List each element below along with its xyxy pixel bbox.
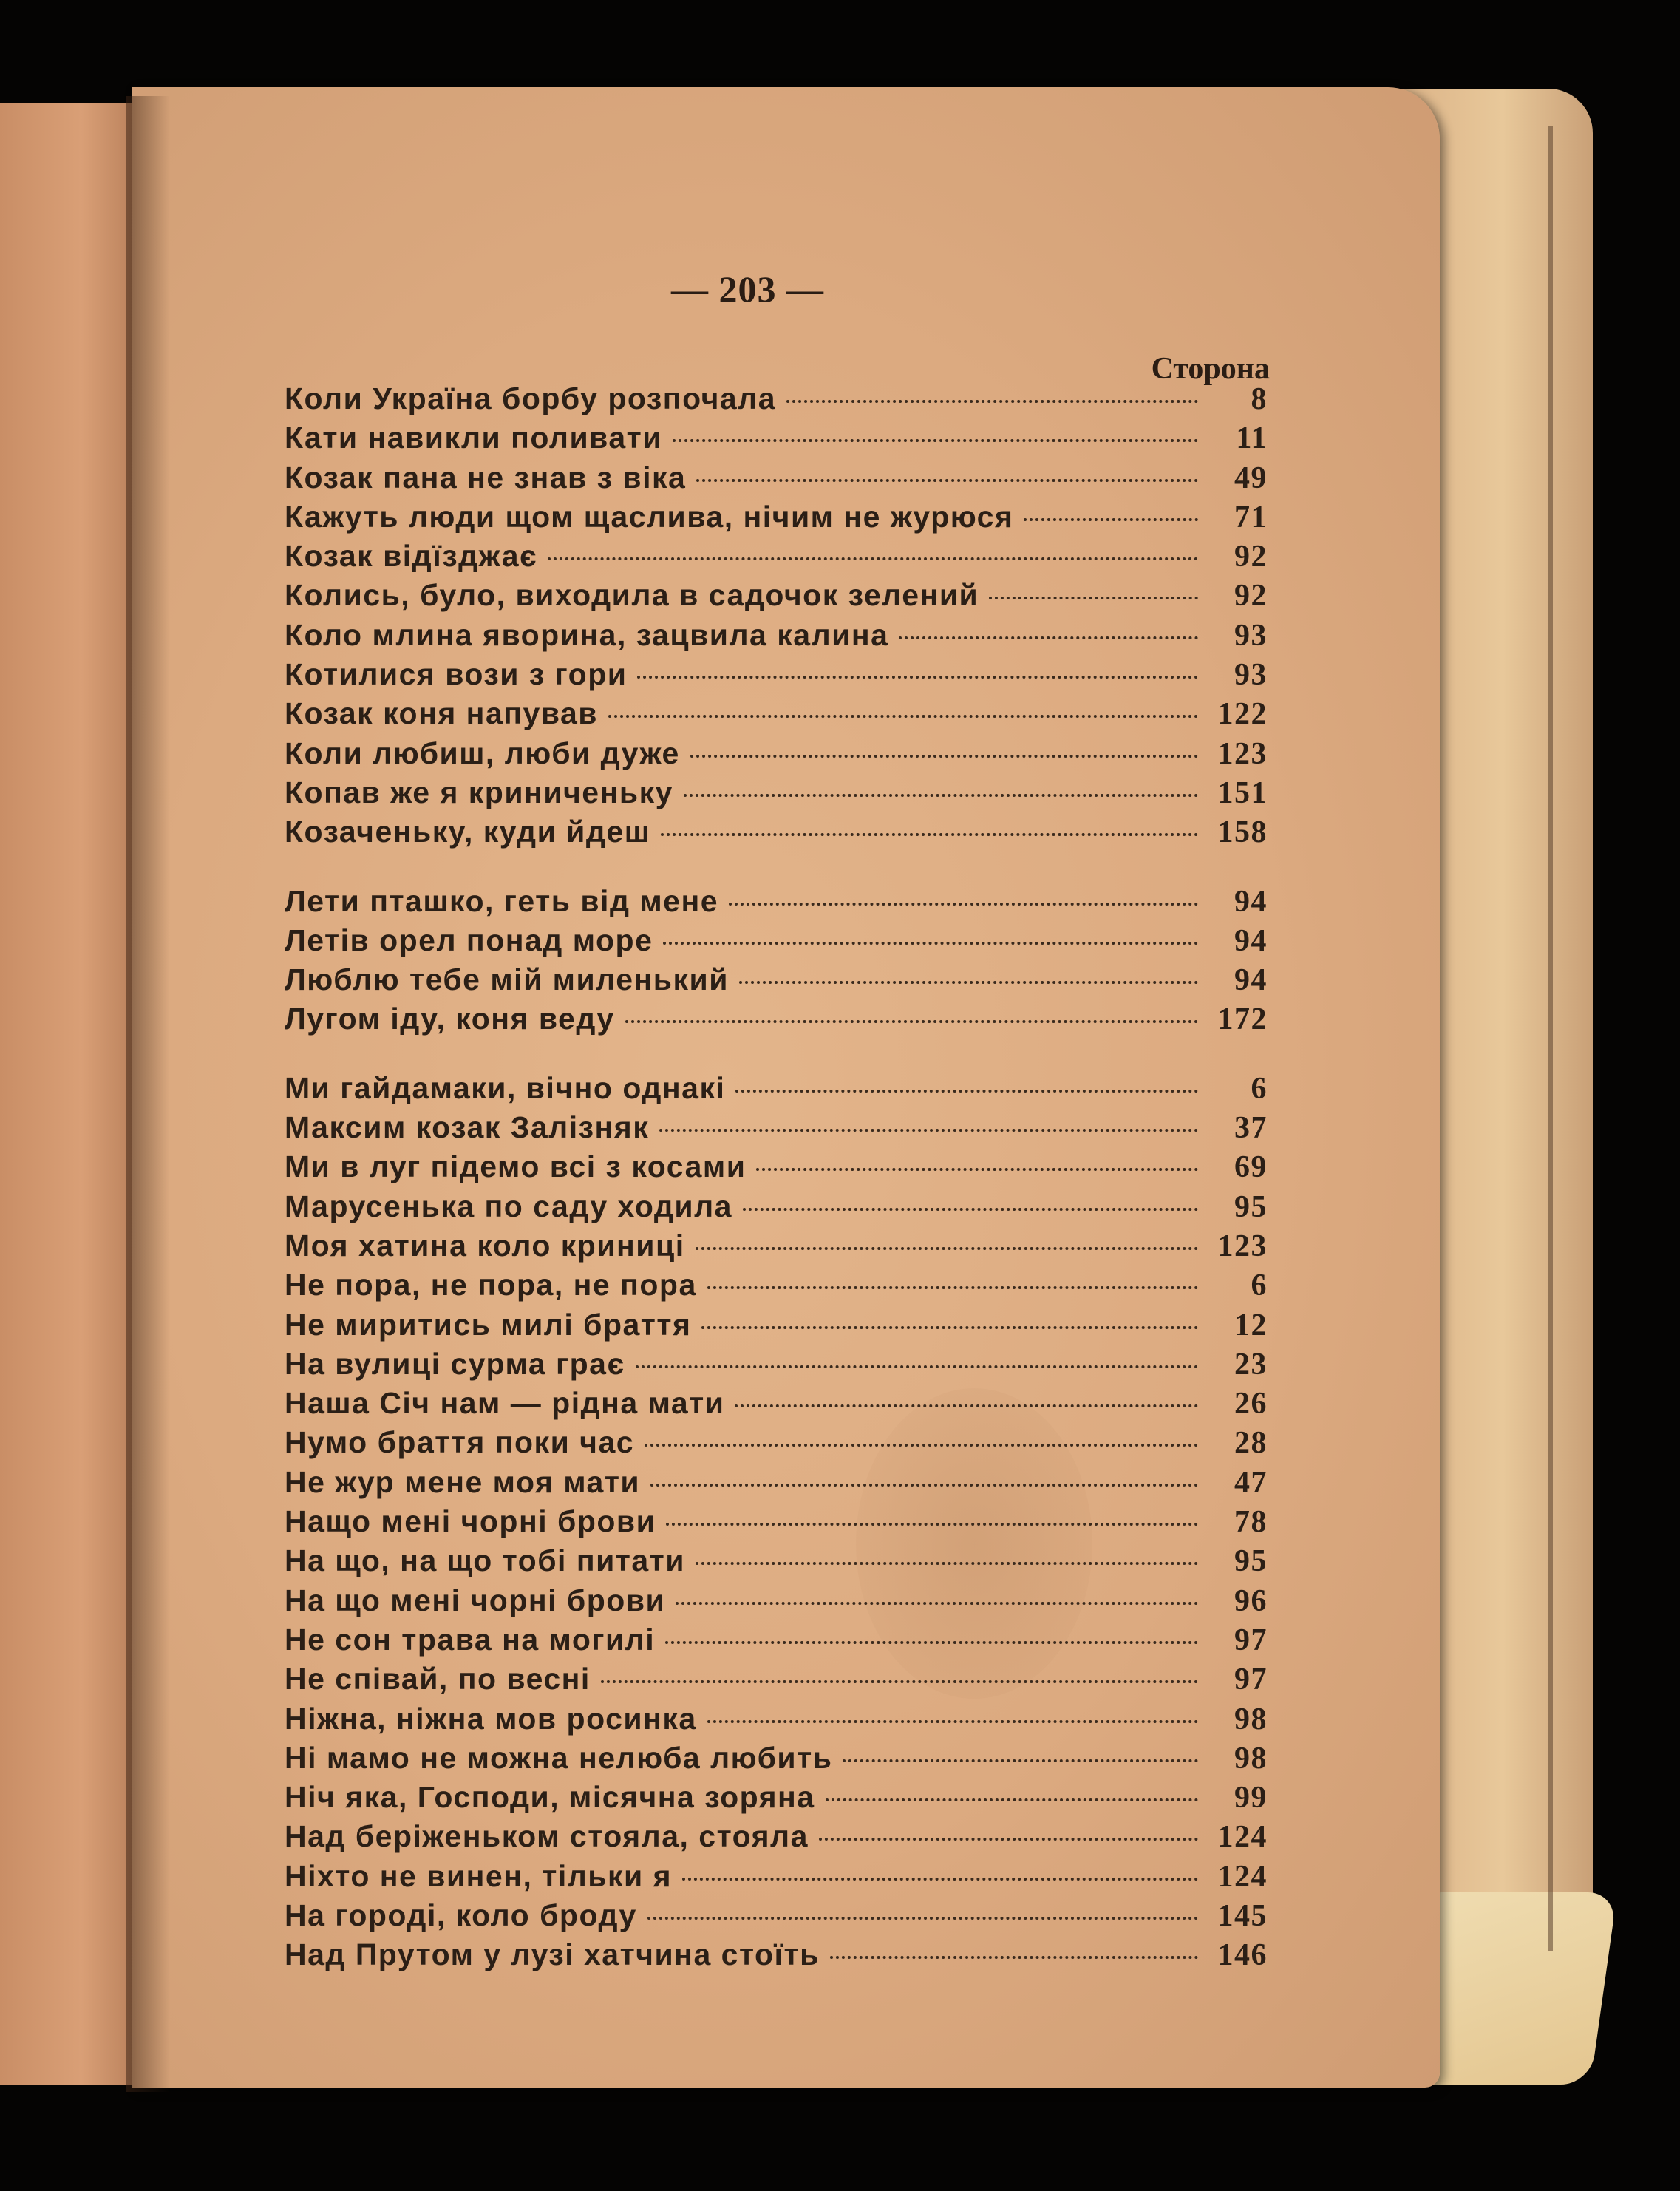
toc-entry-page: 146 xyxy=(1217,1938,1268,1973)
dot-leader xyxy=(645,1444,1198,1447)
dot-leader xyxy=(735,1090,1198,1093)
toc-entry-page: 6 xyxy=(1251,1268,1268,1303)
dot-leader xyxy=(673,439,1198,442)
dot-leader xyxy=(830,1956,1198,1959)
toc-entry xyxy=(285,1425,1268,1464)
toc-entry xyxy=(285,461,1268,500)
toc-entry-title: Нумо браття поки час xyxy=(285,1425,635,1460)
dot-leader xyxy=(682,1878,1198,1881)
toc-entry xyxy=(285,736,1268,775)
toc-entry xyxy=(285,539,1268,578)
toc-entry-page: 123 xyxy=(1217,1229,1268,1263)
toc-entry xyxy=(285,1662,1268,1701)
toc-entry xyxy=(285,815,1268,854)
dot-leader xyxy=(826,1798,1198,1801)
dot-leader xyxy=(601,1680,1198,1683)
toc-entry xyxy=(285,1741,1268,1780)
toc-entry xyxy=(285,1504,1268,1543)
toc-entry xyxy=(285,1268,1268,1307)
toc-entry-page: 122 xyxy=(1217,697,1268,732)
toc-entry-title: Лети пташко, геть від мене xyxy=(285,883,719,918)
toc-entry-page: 95 xyxy=(1234,1544,1268,1579)
toc-entry-title: Копав же я криниченьку xyxy=(285,775,673,809)
toc-entry-title: Колись, було, виходила в садочок зелений xyxy=(285,578,979,613)
toc-entry-page: 92 xyxy=(1234,579,1268,614)
toc-entry xyxy=(285,1189,1268,1229)
dot-leader xyxy=(684,794,1198,797)
dot-leader xyxy=(735,1404,1198,1407)
toc-entry-page: 23 xyxy=(1234,1347,1268,1382)
toc-entry-title: Нащо мені чорні брови xyxy=(285,1504,656,1539)
dot-leader xyxy=(661,833,1198,836)
dot-leader xyxy=(636,1365,1198,1368)
dot-leader xyxy=(663,942,1198,945)
toc-entry-title: Котилися вози з гори xyxy=(285,657,628,692)
toc-entry xyxy=(285,1465,1268,1504)
dot-leader xyxy=(707,1286,1198,1289)
toc-entry-page: 95 xyxy=(1234,1189,1268,1224)
toc-entry xyxy=(285,1149,1268,1189)
toc-entry-page: 94 xyxy=(1234,884,1268,919)
toc-entry-title: Лугом іду, коня веду xyxy=(285,1002,615,1036)
toc-entry xyxy=(285,1819,1268,1858)
dot-leader xyxy=(650,1484,1198,1487)
page-number: — 203 — xyxy=(671,268,824,310)
toc-entry xyxy=(285,1898,1268,1937)
toc-entry xyxy=(285,962,1268,1002)
toc-entry-page: 98 xyxy=(1234,1741,1268,1776)
toc-entry xyxy=(285,1347,1268,1386)
dot-leader xyxy=(690,755,1198,758)
toc-group xyxy=(285,381,1268,855)
toc-entry-page: 93 xyxy=(1234,618,1268,653)
page-column-heading: Сторона xyxy=(1151,352,1270,386)
toc-entry-title: Не миритись милі браття xyxy=(285,1307,692,1342)
dot-leader xyxy=(786,400,1198,403)
toc-entry-page: 96 xyxy=(1234,1583,1268,1618)
toc-entry-title: Ми в луг підемо всі з косами xyxy=(285,1149,747,1184)
folded-page-corner xyxy=(1413,1892,1618,2085)
toc-entry-title: Кажуть люди щом щаслива, нічим не журюся xyxy=(285,499,1014,534)
toc-entry-page: 6 xyxy=(1251,1071,1268,1106)
dot-leader xyxy=(843,1759,1198,1762)
toc-entry-page: 28 xyxy=(1234,1426,1268,1461)
toc-entry xyxy=(285,500,1268,539)
toc-entry-page: 37 xyxy=(1234,1111,1268,1146)
toc-entry-page: 8 xyxy=(1251,382,1268,416)
toc-entry-page: 78 xyxy=(1234,1505,1268,1540)
toc-entry-title: На вулиці сурма грає xyxy=(285,1346,625,1381)
spine-shadow xyxy=(126,96,170,2092)
toc-entry-page: 99 xyxy=(1234,1781,1268,1815)
dot-leader xyxy=(707,1720,1198,1723)
toc-group xyxy=(285,1071,1268,1977)
toc-entry xyxy=(285,696,1268,736)
toc-entry-title: Козаченьку, куди йдеш xyxy=(285,815,651,849)
toc-entry-page: 11 xyxy=(1236,421,1268,456)
toc-entry xyxy=(285,1002,1268,1041)
toc-entry-title: Не жур мене моя мати xyxy=(285,1464,641,1499)
toc-entry-title: Кати навикли поливати xyxy=(285,421,662,455)
dot-leader xyxy=(989,597,1198,599)
toc-group xyxy=(285,884,1268,1042)
dot-leader xyxy=(729,903,1198,906)
toc-entry-title: Козак відїзджає xyxy=(285,539,538,574)
toc-entry xyxy=(285,1780,1268,1819)
toc-entry-title: На що, на що тобі питати xyxy=(285,1543,685,1578)
toc-entry-title: Не пора, не пора, не пора xyxy=(285,1268,697,1302)
dot-leader xyxy=(696,1247,1198,1250)
toc-entry-title: Ми гайдамаки, вічно однакі xyxy=(285,1070,726,1105)
toc-entry-title: Наша Січ нам — рідна мати xyxy=(285,1386,725,1421)
toc-entry xyxy=(285,1937,1268,1977)
toc-entry-title: На городі, коло броду xyxy=(285,1898,637,1932)
toc-entry-page: 97 xyxy=(1234,1623,1268,1657)
toc-entry-page: 94 xyxy=(1234,963,1268,998)
toc-entry-page: 69 xyxy=(1234,1150,1268,1185)
toc-entry-title: Моя хатина коло криниці xyxy=(285,1228,685,1263)
toc-entry-page: 98 xyxy=(1234,1702,1268,1736)
toc-entry-title: Ні мамо не можна нелюба любить xyxy=(285,1740,833,1775)
toc-entry-title: На що мені чорні брови xyxy=(285,1583,666,1617)
toc-entry xyxy=(285,1702,1268,1741)
toc-entry xyxy=(285,1543,1268,1583)
toc-entry-title: Ніч яка, Господи, місячна зоряна xyxy=(285,1780,815,1815)
toc-entry xyxy=(285,657,1268,696)
toc-entry xyxy=(285,1229,1268,1268)
page-edge-line xyxy=(1548,126,1553,1951)
dot-leader xyxy=(739,981,1198,984)
dot-leader xyxy=(608,715,1198,718)
dot-leader xyxy=(756,1168,1198,1171)
toc-entry-title: Не сон трава на могилі xyxy=(285,1622,656,1657)
toc-entry-page: 123 xyxy=(1217,736,1268,771)
toc-entry-page: 124 xyxy=(1217,1859,1268,1894)
toc-entry xyxy=(285,923,1268,962)
toc-entry-title: Над беріженьком стояла, стояла xyxy=(285,1819,809,1854)
toc-entry xyxy=(285,1386,1268,1425)
toc-entry xyxy=(285,775,1268,815)
toc-entry-page: 71 xyxy=(1234,500,1268,534)
toc-entry-title: Коло млина яворина, зацвила калина xyxy=(285,617,889,652)
dot-leader xyxy=(637,676,1198,679)
dot-leader xyxy=(659,1129,1198,1132)
toc-entry-page: 145 xyxy=(1217,1898,1268,1933)
toc-entry-page: 49 xyxy=(1234,461,1268,495)
toc-entry xyxy=(285,884,1268,923)
toc-entry-title: Ніжна, ніжна мов росинка xyxy=(285,1701,697,1736)
toc-entry-page: 92 xyxy=(1234,540,1268,574)
dot-leader xyxy=(647,1917,1198,1920)
dot-leader xyxy=(625,1020,1198,1023)
toc-entry xyxy=(285,1110,1268,1149)
toc-entry-page: 47 xyxy=(1234,1465,1268,1500)
dot-leader xyxy=(676,1602,1198,1605)
toc-entry xyxy=(285,381,1268,421)
toc-entry-page: 124 xyxy=(1217,1820,1268,1855)
toc-entry-page: 26 xyxy=(1234,1387,1268,1421)
toc-entry xyxy=(285,1859,1268,1898)
dot-leader xyxy=(665,1641,1198,1644)
toc-entry-title: Люблю тебе мій миленький xyxy=(285,962,729,997)
toc-entry xyxy=(285,1071,1268,1110)
toc-entry-title: Максим козак Залізняк xyxy=(285,1110,650,1145)
dot-leader xyxy=(696,479,1198,482)
toc-entry xyxy=(285,618,1268,657)
toc-entry-title: Коли Україна борбу розпочала xyxy=(285,381,777,415)
dot-leader xyxy=(819,1838,1198,1841)
toc-entry-title: Коли любиш, люби дуже xyxy=(285,736,680,770)
toc-entry xyxy=(285,1308,1268,1347)
toc-entry-title: Марусенька по саду ходила xyxy=(285,1189,732,1223)
table-of-contents xyxy=(285,381,1268,1977)
dot-leader xyxy=(743,1208,1198,1211)
toc-entry-title: Козак коня напував xyxy=(285,696,598,731)
toc-entry-page: 151 xyxy=(1217,775,1268,810)
toc-entry-title: Козак пана не знав з віка xyxy=(285,460,687,495)
toc-entry xyxy=(285,1583,1268,1623)
toc-entry-title: Не співай, по весні xyxy=(285,1662,591,1696)
toc-entry-page: 158 xyxy=(1217,815,1268,850)
toc-entry xyxy=(285,578,1268,617)
toc-entry-title: Ніхто не винен, тільки я xyxy=(285,1858,673,1893)
toc-entry-page: 97 xyxy=(1234,1662,1268,1697)
toc-entry-title: Летів орел понад море xyxy=(285,923,653,957)
dot-leader xyxy=(548,557,1198,560)
toc-entry-page: 94 xyxy=(1234,923,1268,958)
dot-leader xyxy=(701,1326,1198,1329)
dot-leader xyxy=(696,1562,1198,1565)
toc-entry xyxy=(285,1623,1268,1662)
dot-leader xyxy=(899,636,1198,639)
dot-leader xyxy=(1024,518,1198,521)
toc-entry xyxy=(285,421,1268,460)
toc-entry-page: 93 xyxy=(1234,658,1268,693)
toc-entry-title: Над Прутом у лузі хатчина стоїть xyxy=(285,1937,820,1972)
toc-entry-page: 172 xyxy=(1217,1002,1268,1037)
toc-entry-page: 12 xyxy=(1234,1308,1268,1342)
dot-leader xyxy=(666,1523,1198,1526)
